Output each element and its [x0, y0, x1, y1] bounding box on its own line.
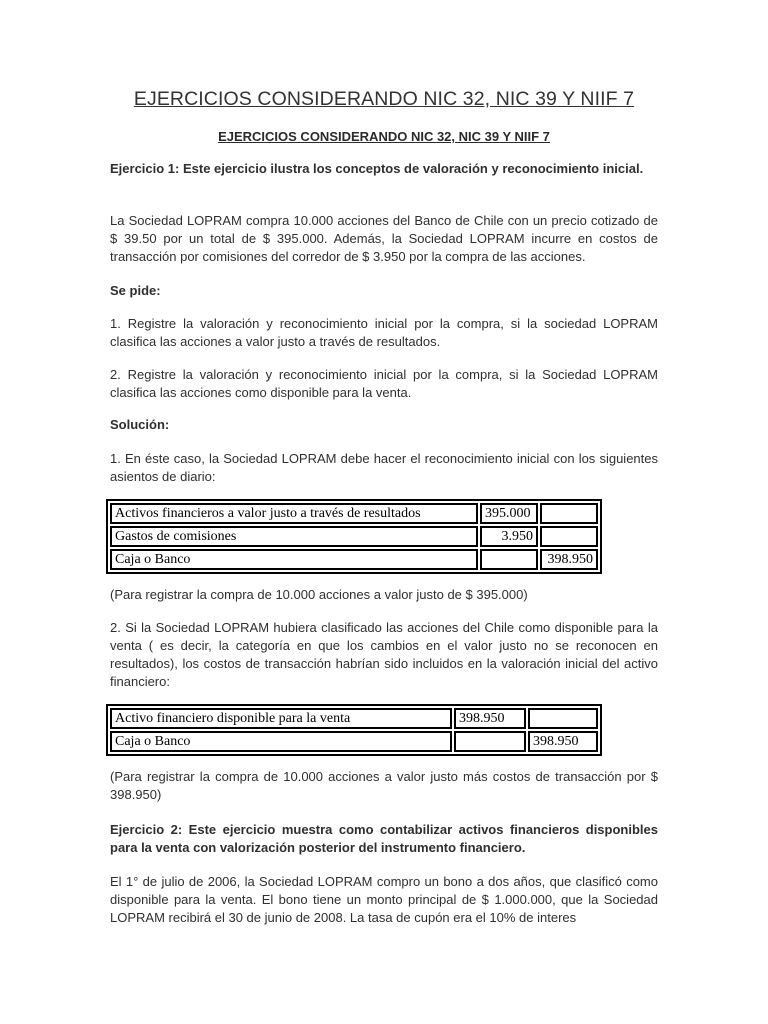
document-subtitle: EJERCICIOS CONSIDERANDO NIC 32, NIC 39 Y NIIF 7: [218, 129, 550, 144]
account-cell: Gastos de comisiones: [110, 526, 478, 547]
credit-cell: 398.950: [528, 731, 598, 752]
exercise-2-heading: Ejercicio 2: Este ejercicio muestra como contabilizar activos financieros disponibles para la venta con valorización posterior del instrumento financiero.: [110, 822, 658, 855]
requirement-1: 1. Registre la valoración y reconocimiento inicial por la compra, si la sociedad LOPRAM clasifica las acciones a valor justo a través de resultados.: [110, 316, 658, 349]
debit-cell: 398.950: [454, 708, 526, 729]
table-row: [110, 708, 598, 729]
se-pide-label: Se pide:: [110, 283, 161, 298]
account-cell: Caja o Banco: [110, 549, 478, 570]
debit-cell: [454, 731, 526, 752]
debit-cell: 395.000: [480, 503, 538, 524]
exercise-1-heading: Ejercicio 1: Este ejercicio ilustra los conceptos de valoración y reconocimiento inicial.: [110, 161, 644, 176]
exercise-2-intro: El 1° de julio de 2006, la Sociedad LOPRAM compro un bono a dos años, que clasificó como disponible para la venta. El bono tiene un monto principal de $ 1.000.000, que la Sociedad LOPRAM recibirá el 30 de junio de 2008. La tasa de cupón era el 10% de interes: [110, 874, 658, 925]
account-cell: Caja o Banco: [110, 731, 452, 752]
journal-table-1: [106, 499, 602, 574]
table-row: [110, 731, 598, 752]
requirement-2: 2. Registre la valoración y reconocimiento inicial por la compra, si la Sociedad LOPRAM clasifica las acciones como disponible para la venta.: [110, 367, 658, 400]
solution-1-text: 1. En éste caso, la Sociedad LOPRAM debe hacer el reconocimiento inicial con los siguientes asientos de diario:: [110, 451, 658, 484]
credit-cell: [528, 708, 598, 729]
debit-cell: [480, 549, 538, 570]
table-row: [110, 526, 598, 547]
credit-cell: 398.950: [540, 549, 598, 570]
account-cell: Activos financieros a valor justo a través de resultados: [110, 503, 478, 524]
exercise-1-intro: La Sociedad LOPRAM compra 10.000 acciones del Banco de Chile con un precio cotizado de $ 39.50 por un total de $ 395.000. Además, la Sociedad LOPRAM incurre en costos de transacción por comisiones del corredor de $ 3.950 por la compra de las acciones.: [110, 213, 658, 264]
journal-table-2: [106, 704, 602, 756]
credit-cell: [540, 503, 598, 524]
solution-1-note: (Para registrar la compra de 10.000 acciones a valor justo de $ 395.000): [110, 587, 528, 602]
solution-2-text: 2. Si la Sociedad LOPRAM hubiera clasificado las acciones del Chile como disponible para la venta ( es decir, la categoría en que los cambios en el valor justo no se reconocen en resultados), los costos de transacción habrían sido incluidos en la valoración inicial del activo financiero:: [110, 620, 658, 689]
account-cell: Activo financiero disponible para la venta: [110, 708, 452, 729]
debit-cell: 3.950: [480, 526, 538, 547]
document-title: EJERCICIOS CONSIDERANDO NIC 32, NIC 39 Y NIIF 7: [133, 88, 635, 110]
credit-cell: [540, 526, 598, 547]
solution-2-note: (Para registrar la compra de 10.000 acciones a valor justo más costos de transacción por $ 398.950): [110, 769, 658, 802]
solution-label: Solución:: [110, 417, 170, 432]
table-row: [110, 503, 598, 524]
table-row: [110, 549, 598, 570]
